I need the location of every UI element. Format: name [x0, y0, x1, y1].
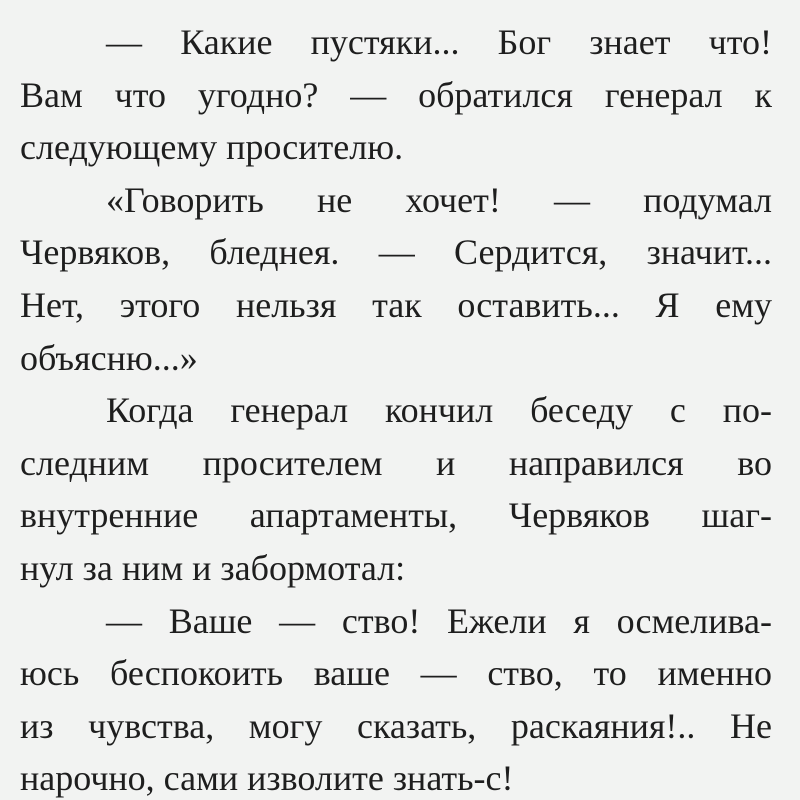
text-line: внутренние апартаменты, Червяков шаг-	[20, 495, 772, 536]
text-line: Вам что угодно? — обратился генерал к	[20, 74, 772, 115]
text-line: нул за ним и забормотал:	[20, 547, 406, 588]
text-line: Червяков, бледнея. — Сердится, значит...	[20, 232, 772, 273]
text-line: следним просителем и направился во	[20, 442, 772, 483]
text-line: «Говорить не хочет! — подумал	[106, 179, 772, 220]
text-line: Нет, этого нельзя так оставить... Я ему	[20, 284, 772, 325]
text-line: юсь беспокоить ваше — ство, то именно	[20, 653, 772, 694]
paragraph-1	[20, 16, 772, 174]
text-line: объясню...»	[20, 337, 198, 378]
paragraph-4	[20, 595, 772, 800]
text-line: из чувства, могу сказать, раскаяния!.. Не	[20, 705, 772, 746]
text-line: — Какие пустяки... Бог знает что!	[106, 22, 772, 62]
paragraph-2	[20, 174, 772, 384]
text-line: следующему просителю.	[20, 127, 404, 168]
text-line: Когда генерал кончил беседу с по-	[106, 390, 772, 431]
text-line: нарочно, сами изволите знать-с!	[20, 758, 514, 799]
paragraph-3	[20, 384, 772, 594]
text-line: — Ваше — ство! Ежели я осмелива-	[106, 600, 772, 641]
